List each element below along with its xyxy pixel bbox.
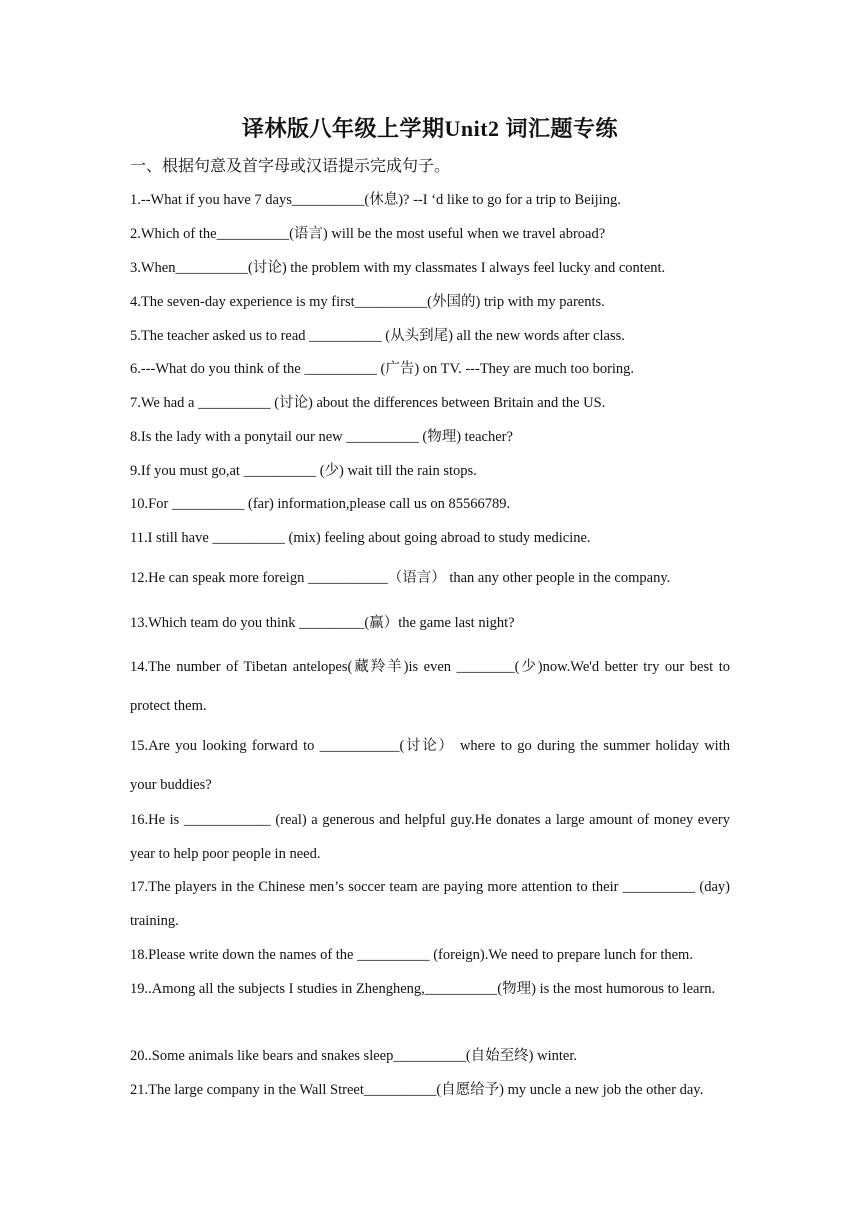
question-4: 4.The seven-day experience is my first__________(外国的) trip with my parents. xyxy=(130,294,605,310)
section-heading: 一、根据句意及首字母或汉语提示完成句子。 xyxy=(130,156,451,175)
question-20: 20..Some animals like bears and snakes sleep__________(自始至终) winter. xyxy=(130,1048,578,1064)
question-6: 6.---What do you think of the __________ (广告) on TV. ---They are much too boring. xyxy=(130,361,635,377)
question-10: 10.For __________ (far) information,please call us on 85566789. xyxy=(130,496,511,512)
question-11: 11.I still have __________ (mix) feeling about going abroad to study medicine. xyxy=(130,530,591,546)
question-9: 9.If you must go,at __________ (少) wait till the rain stops. xyxy=(130,463,477,479)
page-title: 译林版八年级上学期Unit2 词汇题专练 xyxy=(241,116,619,141)
question-7: 7.We had a __________ (讨论) about the differences between Britain and the US. xyxy=(130,395,606,411)
question-12: 12.He can speak more foreign ___________（语言） than any other people in the company. xyxy=(130,570,671,586)
question-17: 17.The players in the Chinese men’s soccer team are paying more attention to their __________ (day) training. xyxy=(130,879,730,929)
question-5: 5.The teacher asked us to read __________ (从头到尾) all the new words after class. xyxy=(130,328,625,344)
question-14: 14.The number of Tibetan antelopes(藏羚羊)is even ________(少)now.We'd better try our best to protect them. xyxy=(130,659,730,714)
question-18: 18.Please write down the names of the __________ (foreign).We need to prepare lunch for them. xyxy=(130,947,693,963)
question-15: 15.Are you looking forward to ___________(讨论） where to go during the summer holiday with your buddies? xyxy=(130,738,730,793)
question-13: 13.Which team do you think _________(赢）the game last night? xyxy=(130,615,515,631)
question-8: 8.Is the lady with a ponytail our new __________ (物理) teacher? xyxy=(130,429,513,445)
question-2: 2.Which of the__________(语言) will be the most useful when we travel abroad? xyxy=(130,226,606,242)
question-3: 3.When__________(讨论) the problem with my classmates I always feel lucky and content. xyxy=(130,260,666,276)
question-1: 1.--What if you have 7 days__________(休息)? --I ‘d like to go for a trip to Beijing. xyxy=(130,192,621,208)
question-19: 19..Among all the subjects I studies in Zhengheng,__________(物理) is the most humorous to learn. xyxy=(130,981,716,997)
question-21: 21.The large company in the Wall Street__________(自愿给予) my uncle a new job the other day. xyxy=(130,1082,704,1098)
question-16: 16.He is ____________ (real) a generous and helpful guy.He donates a large amount of money every year to help poor people in need. xyxy=(130,812,730,862)
